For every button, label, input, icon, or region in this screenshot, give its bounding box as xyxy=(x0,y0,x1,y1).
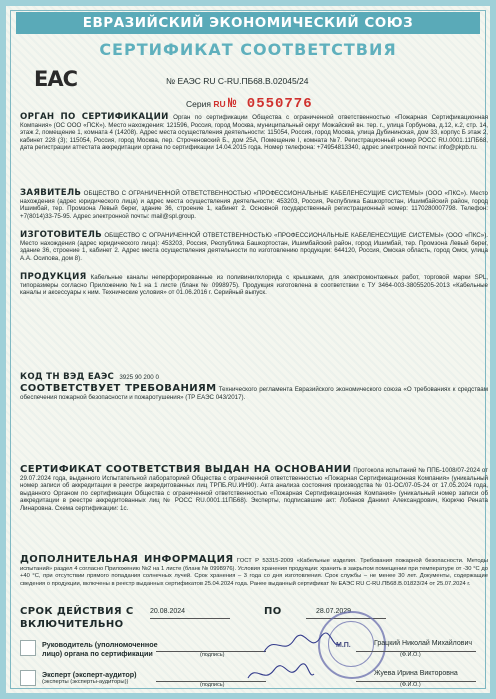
expert-label-2: (эксперты (эксперты-аудиторы)) xyxy=(42,679,129,685)
certificate-series xyxy=(186,96,313,112)
product-heading: ПРОДУКЦИЯ xyxy=(20,272,87,282)
chief-label-1: Руководитель (уполномоченное xyxy=(42,640,158,649)
validity-heading: СРОК ДЕЙСТВИЯ С xyxy=(20,606,134,617)
organ-heading: ОРГАН ПО СЕРТИФИКАЦИИ xyxy=(20,112,169,122)
expert-sign-caption: (подпись) xyxy=(200,682,225,688)
eac-logo: ЕАС xyxy=(34,67,78,91)
number-prefix: № ЕАЭС xyxy=(166,76,201,86)
basis-heading: СЕРТИФИКАТ СООТВЕТСТВИЯ ВЫДАН НА ОСНОВАНИИ xyxy=(20,464,352,475)
basis-text: Протокола испытаний № ППБ-1008/07-2024 от 29.07.2024 года, выданного Испытательной лабораторией Общества с ограниченной ответственностью «Пожарная Сертификационная Компания» (уникальный номер записи об аккредитации в реестре аккредитованных лиц ТРПБ.RU.ИН90). Акта анализа состояния производства № 01-ОС/07-05-24 от 17.05.2024 года, выданного Органом по сертификации Общества с ограниченной ответственностью «Пожарная Сертификационная Компания» (уникальный номер записи об аккредитации в реестре аккредитованных лиц № РОСС RU.0001.11ПБ68). Эксперты, подписавшие акт: Лобанов Даниил Александрович, Кюркчю Рената Линаровна. Схема сертификации: 1с. xyxy=(20,467,488,512)
chief-name: Грацкий Николай Михайлович xyxy=(374,640,472,647)
expert-name: Жуева Ирина Викторовна xyxy=(374,670,458,677)
product-section xyxy=(20,274,488,297)
series-code: RU xyxy=(213,99,226,109)
requirements-text: Технического регламента Евразийского экономического союза «О требованиях к средствам обеспечения пожарной безопасности и пожаротушения» (ТР ЕАЭС 043/2017). xyxy=(20,386,488,401)
union-banner: ЕВРАЗИЙСКИЙ ЭКОНОМИЧЕСКИЙ СОЮЗ xyxy=(16,12,480,34)
code-heading: КОД ТН ВЭД ЕАЭС xyxy=(20,372,115,382)
validity-inclusive: ВКЛЮЧИТЕЛЬНО xyxy=(20,619,124,630)
certificate-title: СЕРТИФИКАТ СООТВЕТСТВИЯ xyxy=(99,40,397,59)
manufacturer-text: ОБЩЕСТВО С ОГРАНИЧЕННОЙ ОТВЕТСТВЕННОСТЬЮ «ПРОФЕССИОНАЛЬНЫЕ КАБЕЛЕНЕСУЩИЕ СИСТЕМЫ» (ООО «ПКС»). Место нахождения (адрес юридического лица): 453203, Россия, Республика Башкортостан, Ишимбайский район, город Ишимбай, тер. Промзона Левый берег, здание 36, строение 1, кабинет 2. Адрес места осуществления деятельности по изготовлению продукции: 644120, Россия, Омская область, город Омск, улица А.А. Осипова, дом 8). xyxy=(20,232,488,262)
organ-section xyxy=(20,114,488,152)
chief-sign-caption: (подпись) xyxy=(200,652,225,658)
requirements-section xyxy=(20,385,488,401)
validity-to: 28.07.2029 xyxy=(316,608,352,615)
expert-label-1: Эксперт (эксперт-аудитор) xyxy=(42,670,137,679)
requirements-heading: СООТВЕТСТВУЕТ ТРЕБОВАНИЯМ xyxy=(20,383,217,394)
validity-from: 20.08.2024 xyxy=(150,608,186,615)
additional-info-text: ГОСТ Р 53315-2009 «Кабельные изделия. Требования пожарной безопасности. Методы испытаний» раздел 4 согласно Приложению №2 на 1 листе (бланк № 0998976). Условия хранения продукции: хранить в закрытом помещении при температуре от -30 °С до +40 °С, при отсутствии прямого попадания солнечных лучей. Срок хранения – 3 года со дня изготовления. Срок службы – не менее 30 лет. Документы, содержащие сведения о продукции, включены в реестр выданных сертификатов 25.04.2024 года. Ранее выданный сертификат № ЕАЭС RU С-RU.ПБ68.В.01823/24 от 25.07.2024 г. xyxy=(20,558,488,587)
product-text: Кабельные каналы неперфорированные из поливинилхлорида с крышками, для электромонтажных работ, торговой марки SPL, типоразмеры согласно Приложению №1 на 1 листе (бланк № 0998975). Продукция изготовлена в соответствии с ТУ 3464-003-38055205-2013 «Кабельные каналы и аксессуары к ним. Технические условия» от 01.06.2016 г. Серийный выпуск. xyxy=(20,274,488,297)
certificate-number xyxy=(166,76,309,86)
additional-info-section xyxy=(20,556,488,588)
chief-sign-line xyxy=(156,651,266,652)
applicant-text: ОБЩЕСТВО С ОГРАНИЧЕННОЙ ОТВЕТСТВЕННОСТЬЮ «ПРОФЕССИОНАЛЬНЫЕ КАБЕЛЕНЕСУЩИЕ СИСТЕМЫ» (ООО «ПКС»). Место нахождения (адрес юридического лица) и адрес места осуществления деятельности: 453203, Россия, Республика Башкортостан, Ишимбайский район, город Ишимбай, тер. Промзона Левый берег, здание 36, строение 1, кабинет 2. Основной государственный регистрационный номер: 1170280007798. Телефон: +7(8014)33-75-95. Адрес электронной почты: mail@spl.group. xyxy=(20,190,488,220)
validity-row xyxy=(20,606,488,630)
validity-to-label: ПО xyxy=(264,606,282,617)
code-value: 3925 90 200 0 xyxy=(119,374,159,381)
validity-from-line xyxy=(150,618,230,619)
applicant-section xyxy=(20,190,488,220)
code-section xyxy=(20,374,488,382)
series-number: № 0550776 xyxy=(227,96,313,112)
expert-seal-icon xyxy=(20,670,36,686)
seal-mp: М.П. xyxy=(336,642,351,649)
organ-text: Орган по сертификации Общества с ограниченной ответственностью «Пожарная Сертификационная Компания» (ОС ООО «ПСК»). Место нахождения: 121596, Россия, город Москва, муниципальный округ Можайский вн. тер. г., улица Горбунова, д.12, к.2, стр. 14, этаж 2, помещение 1, комната 4 (14208). Адрес места осуществления деятельности: 115054, Россия, город Москва, улица Дубининская, дом 33, корпус Б этаж 2, кабинет 228 (3); 115054, Россия, город Москва, пер. Строченовский Б., дом 25А, Помещение I, комната №7. Регистрационный номер РОСС RU.0001.11ПБ68, дата регистрации аттестата аккредитации органа по сертификации 14.04.2015 года. Номер телефона: +74954813340, адрес электронной почты: info@pkpb.ru. xyxy=(20,114,488,152)
manufacturer-heading: ИЗГОТОВИТЕЛЬ xyxy=(20,230,103,240)
manufacturer-section xyxy=(20,232,488,262)
expert-name-line xyxy=(356,681,476,682)
expert-signature xyxy=(246,662,316,686)
series-label: Серия xyxy=(186,99,211,109)
chief-signature xyxy=(262,630,342,660)
chief-label-2: лицо) органа по сертификации xyxy=(42,649,153,658)
additional-info-heading: ДОПОЛНИТЕЛЬНАЯ ИНФОРМАЦИЯ xyxy=(20,554,234,565)
chief-fio-caption: (Ф.И.О.) xyxy=(400,652,421,658)
basis-section xyxy=(20,466,488,513)
number-value: RU С-RU.ПБ68.В.02045/24 xyxy=(203,76,309,86)
chief-name-line xyxy=(356,651,476,652)
expert-fio-caption: (Ф.И.О.) xyxy=(400,682,421,688)
applicant-heading: ЗАЯВИТЕЛЬ xyxy=(20,188,82,198)
chief-seal-icon xyxy=(20,640,36,656)
